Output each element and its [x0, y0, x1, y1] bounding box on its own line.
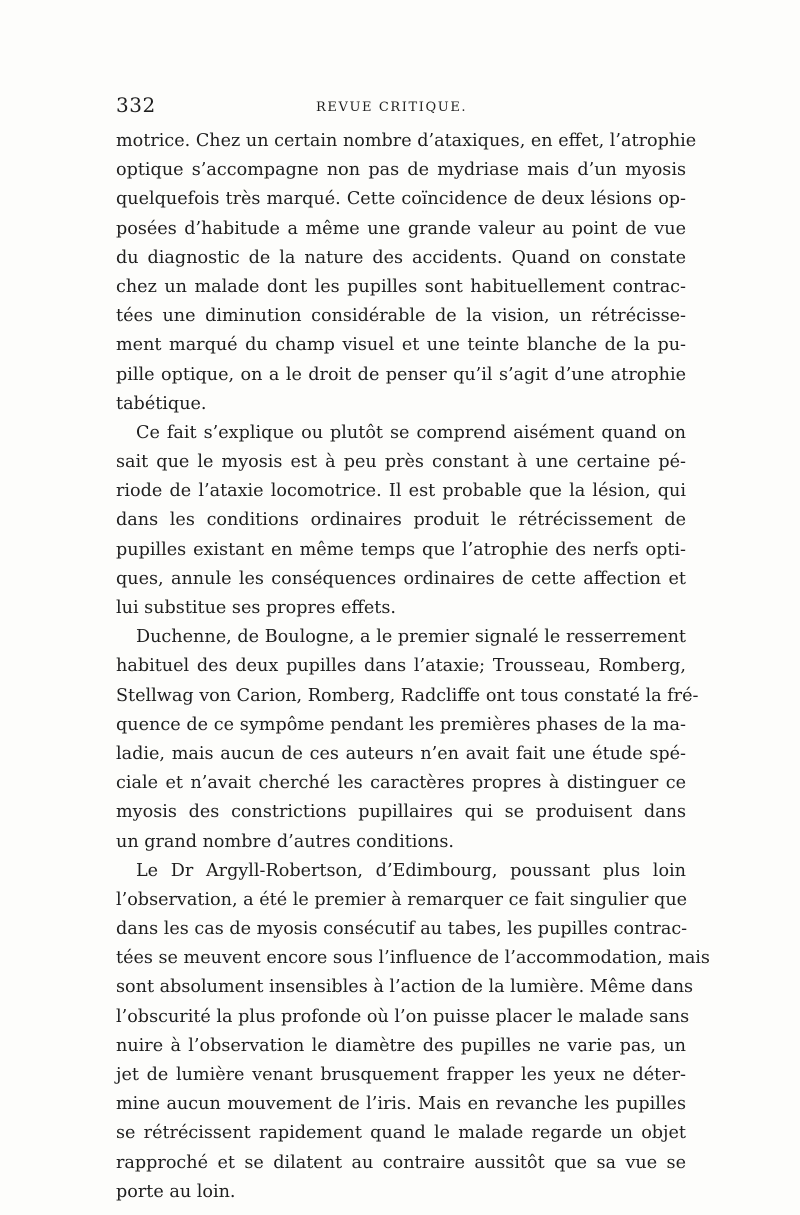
bleed-through-text — [258, 1110, 688, 1134]
text-line: un grand nombre d’autres conditions. — [116, 831, 454, 852]
text-line: ladie, mais aucun de ces auteurs n’en avait fait une étude spé- — [116, 743, 686, 764]
text-line: ciale et n’avait cherché les caractères propres à distinguer ce — [116, 773, 686, 794]
text-line: pupilles existant en même temps que l’atrophie des nerfs opti- — [116, 539, 686, 560]
text-line: myosis des constrictions pupillaires qui se produisent dans — [116, 802, 686, 823]
running-header — [116, 93, 686, 123]
text-line: Stellwag von Carion, Romberg, Radcliffe ont tous constaté la fré- — [116, 685, 699, 706]
text-line: motrice. Chez un certain nombre d’ataxiques, en effet, l’atrophie — [116, 131, 697, 151]
text-line: l’obscurité la plus profonde où l’on puisse placer le malade sans — [116, 1006, 690, 1027]
text-line: sait que le myosis est à peu près constant à une certaine pé- — [116, 452, 686, 473]
text-line: lui substitue ses propres effets. — [116, 598, 396, 618]
text-line: dans les cas de myosis consécutif au tabes, les pupilles contrac- — [116, 919, 688, 940]
body-text — [116, 127, 710, 1207]
text-line: Le Dr Argyll-Robertson, d’Edimbourg, poussant plus loin — [136, 860, 686, 881]
page-number: 332 — [116, 93, 156, 117]
text-line: du diagnostic de la nature des accidents. Quand on constate — [116, 247, 686, 268]
text-line: ment marqué du champ visuel et une teinte blanche de la pu- — [116, 335, 686, 356]
text-line: rapproché et se dilatent au contraire aussitôt que sa vue se — [116, 1152, 686, 1173]
text-line: sont absolument insensibles à l’action de la lumière. Même dans — [116, 977, 694, 998]
text-line: quelquefois très marqué. Cette coïncidence de deux lésions op- — [116, 189, 686, 210]
text-line: se rétrécissent rapidement quand le malade regarde un objet — [116, 1123, 686, 1144]
text-line: habituel des deux pupilles dans l’ataxie; Trousseau, Romberg, — [116, 656, 686, 677]
text-line: ques, annule les conséquences ordinaires de cette affection et — [116, 568, 686, 589]
text-line: tées se meuvent encore sous l’influence de l’accommodation, mais — [116, 948, 710, 969]
text-line: pille optique, on a le droit de penser qu’il s’agit d’une atrophie — [116, 364, 686, 385]
text-line: mine aucun mouvement de l’iris. Mais en revanche les pupilles — [116, 1094, 686, 1115]
text-line: chez un malade dont les pupilles sont habituellement contrac- — [116, 276, 686, 297]
text-line: l’observation, a été le premier à remarquer ce fait singulier que — [116, 889, 688, 910]
text-line: jet de lumière venant brusquement frapper les yeux ne déter- — [116, 1065, 686, 1085]
text-line: quence de ce sympôme pendant les premières phases de la ma- — [116, 714, 686, 735]
running-title: REVUE CRITIQUE. — [316, 100, 468, 115]
text-line: porte au loin. — [116, 1181, 236, 1202]
text-line: dans les conditions ordinaires produit le rétrécissement de — [116, 510, 686, 531]
text-line: Duchenne, de Boulogne, a le premier signalé le resserrement — [136, 627, 686, 648]
text-line: posées d’habitude a même une grande valeur au point de vue — [116, 218, 686, 239]
text-line: riode de l’ataxie locomotrice. Il est probable que la lésion, qui — [116, 481, 686, 502]
text-line: Ce fait s’explique ou plutôt se comprend aisément quand on — [136, 422, 686, 443]
text-line: tées une diminution considérable de la vision, un rétrécisse- — [116, 306, 686, 327]
text-line: optique s’accompagne non pas de mydriase mais d’un myosis — [116, 160, 686, 181]
text-line: tabétique. — [116, 393, 207, 414]
text-line: nuire à l’observation le diamètre des pupilles ne varie pas, un — [116, 1035, 686, 1056]
